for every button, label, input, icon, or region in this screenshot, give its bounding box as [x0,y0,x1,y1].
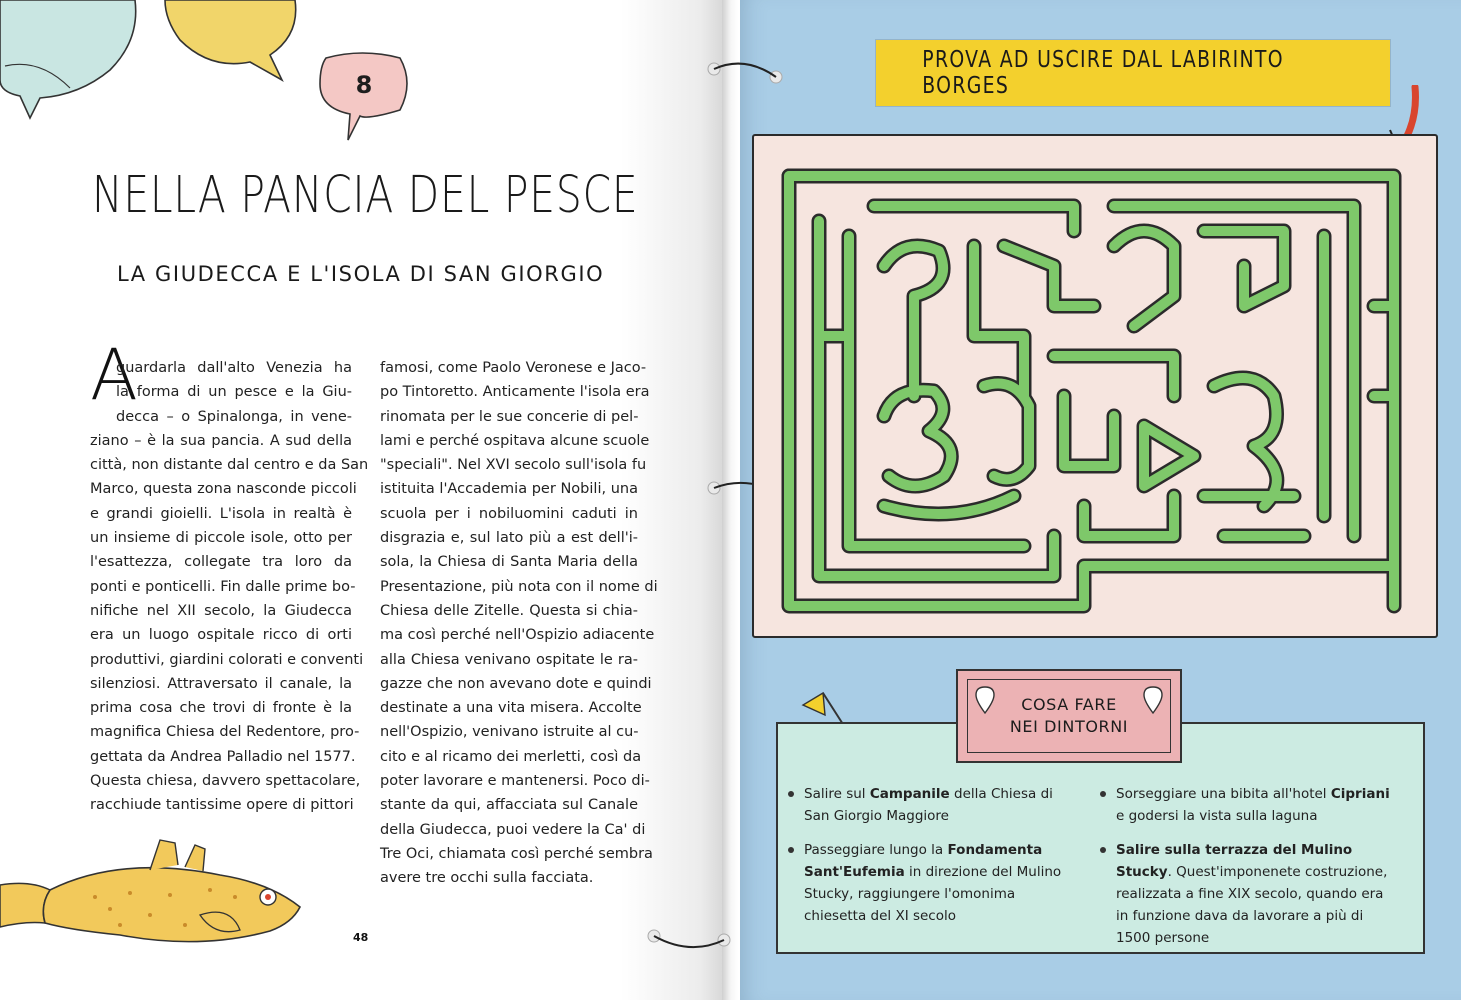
text-line: scuola per i nobiluomini caduti in [380,505,638,522]
text-line: nell'Ospizio, venivano istruite al cu- [380,724,639,741]
text-line: avere tre occhi sulla facciata. [380,870,594,887]
list-item-pre: Passeggiare lungo la [804,842,948,858]
text-line: Marco, questa zona nasconde piccoli [90,481,357,498]
text-line: Tre Oci, chiamata così perché sembra [380,845,653,862]
list-item-post: e godersi la vista sulla laguna [1116,808,1318,824]
text-line: Presentazione, più nota con il nome di [380,578,658,595]
text-line: ma così perché nell'Ospizio adiacente [380,627,655,644]
text-line: e grandi gioielli. L'isola in realtà è [90,505,352,522]
text-line: la forma di un pesce e la Giu- [116,384,352,401]
maze-banner-text: PROVA AD USCIRE DAL LABIRINTO BORGES [922,47,1284,99]
text-line: città, non distante dal centro e da San [90,457,369,474]
text-line: istituita l'Accademia per Nobili, una [380,481,638,498]
list-item [788,783,1078,827]
list-item-post: in direzione del Mulino Stucky, raggiungere l'omonima chiesetta del XI secolo [804,864,1062,924]
fish-icon [0,835,320,955]
maze[interactable] [752,134,1438,638]
text-line: poter lavorare e mantenersi. Poco di- [380,773,650,790]
text-line: era un luogo ospitale ricco di orti [90,627,352,644]
binding-ring-icon [640,922,740,962]
text-line: decca – o Spinalonga, in vene- [116,408,352,425]
list-item-pre: Sorseggiare una bibita all'hotel [1116,786,1331,802]
body-column-1 [90,356,369,818]
list-item-bold: Campanile [869,786,950,802]
chapter-number: 8 [355,71,373,99]
text-line: destinate a una vita misera. Accolte [380,700,642,717]
list-item-pre: Salire sul [804,786,870,802]
text-line: cito e al ricamo dei merletti, così da [380,748,642,765]
text-line: sola, la Chiesa di Santa Maria della [380,554,638,571]
maze-paths [754,136,1436,636]
page-title: NELLA PANCIA DEL PESCE [92,166,639,225]
sign-line-1: COSA FARE [1021,694,1117,714]
text-line: magnifica Chiesa del Redentore, pro- [90,724,360,741]
page-number: 48 [353,931,369,944]
nearby-list-2 [1100,783,1400,961]
list-item [788,839,1078,927]
list-item-bold: Salire sulla terrazza del Mulino Stucky [1116,842,1353,880]
text-line: prima cosa che trovi di fronte è la [90,700,352,717]
text-line: rinomata per le sue concerie di pel- [380,408,639,425]
text-line: famosi, come Paolo Veronese e Jaco- [380,360,647,376]
text-line: gettata da Andrea Palladio nel 1577. [90,748,356,765]
text-line: Questa chiesa, davvero spettacolare, [90,773,361,790]
text-line: ponti e ponticelli. Fin dalle prime bo- [90,578,356,595]
text-line: ziano – è la sua pancia. A sud della [90,432,352,449]
text-line: alla Chiesa venivano ospitate le ra- [380,651,638,668]
maze-banner [876,40,1390,106]
list-item-post: . Quest'imponenete costruzione, realizzata a fine XIX secolo, quando era in funzione dava da lavorare a più di 1500 persone [1116,864,1388,946]
binding-ring-icon [700,55,790,95]
speech-bubbles-decoration [0,0,320,130]
text-line: gazze che non avevano dote e quindi [380,675,652,692]
text-line: un insieme di piccole isole, otto per [90,530,352,547]
text-line: racchiude tantissime opere di pittori [90,797,354,814]
list-item-post: della Chiesa di San Giorgio Maggiore [804,786,1053,824]
text-line: lami e perché ospitava alcune scuole [380,432,650,449]
list-item-bold: Cipriani [1330,786,1390,802]
drop-cap: A [90,334,138,416]
nearby-sign [956,669,1182,763]
sign-text [967,679,1171,753]
body-column-2 [380,356,658,891]
list-item-bold: Fondamenta Sant'Eufemia [804,842,1043,880]
text-line: silenziosi. Attraversato il canale, la [90,675,352,692]
nearby-list-1 [788,783,1078,939]
text-line: della Giudecca, puoi vedere la Ca' di [380,821,646,838]
sign-line-2: NEI DINTORNI [1009,717,1129,736]
page-subtitle: LA GIUDECCA E L'ISOLA DI SAN GIORGIO [117,262,605,286]
text-line: stante da qui, affacciata sul Canale [380,797,638,814]
text-line: po Tintoretto. Anticamente l'isola era [380,384,650,401]
list-item [1100,783,1400,827]
text-line: "speciali". Nel XVI secolo sull'isola fu [380,457,647,474]
text-line: l'esattezza, collegate tra loro da [90,554,352,571]
text-line: Chiesa delle Zitelle. Questa si chia- [380,602,638,619]
list-item [1100,839,1400,949]
text-line: guardarla dall'alto Venezia ha [116,360,352,376]
text-line: nifiche nel XII secolo, la Giudecca [90,602,352,619]
text-line: disgrazia e, sul lato più a est dell'i- [380,530,638,547]
text-line: produttivi, giardini colorati e conventi [90,651,364,668]
